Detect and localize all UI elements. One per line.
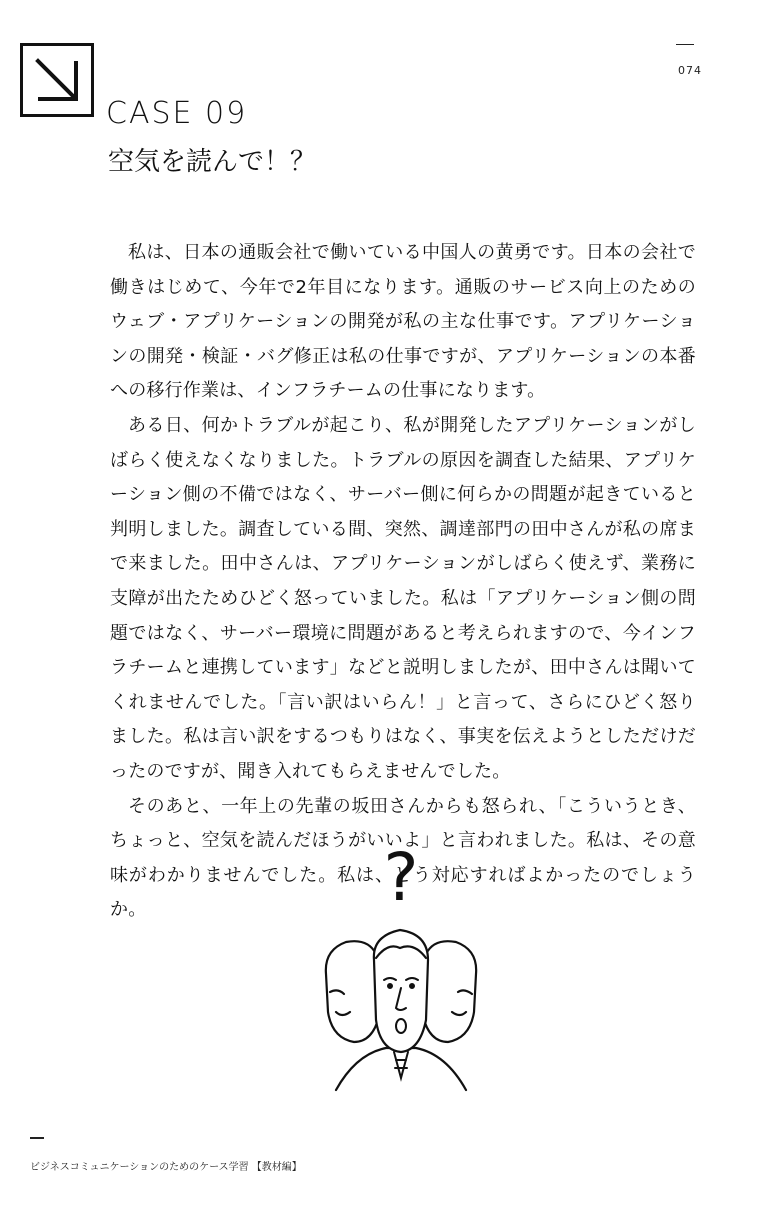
footer-rule bbox=[30, 1137, 44, 1139]
case-title: CASE 09 bbox=[106, 96, 248, 131]
confused-people-illustration bbox=[316, 842, 486, 1092]
case-subtitle: 空気を読んで！？ bbox=[108, 147, 317, 177]
paragraph: ある日、何かトラブルが起こり、私が開発したアプリケーションがしばらく使えなくなりました。トラブルの原因を調査した結果、アプリケーション側の不備ではなく、サーバー側に何らかの問題が起きていると判明しました。調査している間、突然、調達部門の田中さんが私の席まで来ました。田中さんは、アプリケーションがしばらく使えず、業務に支障が出たためひどく怒っていました。私は「アプリケーション側の問題ではなく、サーバー環境に問題があると考えられますので、今インフラチームと連携しています」などと説明しましたが、田中さんは聞いてくれませんでした。「言い訳はいらん！」と言って、さらにひどく怒りました。私は言い訳をするつもりはなく、事実を伝えようとしただけだったのですが、聞き入れてもらえませんでした。 bbox=[110, 414, 696, 782]
page-number: 074 bbox=[678, 64, 702, 77]
case-body bbox=[110, 236, 696, 928]
paragraph: そのあと、一年上の先輩の坂田さんからも怒られ、「こういうとき、ちょっと、空気を読んだほうがいいよ」と言われました。私は、その意味がわかりませんでした。私は、どう対応すればよかったのでしょうか。 bbox=[110, 795, 696, 921]
paragraph: 私は、日本の通販会社で働いている中国人の黄勇です。日本の会社で働きはじめて、今年で2年目になります。通販のサービス向上のためのウェブ・アプリケーションの開発が私の主な仕事です。アプリケーションの開発・検証・バグ修正は私の仕事ですが、アプリケーションの本番への移行作業は、インフラチームの仕事になります。 bbox=[110, 242, 696, 402]
arrow-down-right-icon bbox=[20, 43, 94, 117]
question-mark: ? bbox=[383, 842, 419, 916]
footer-text: ビジネスコミュニケーションのためのケース学習 【教材編】 bbox=[30, 1162, 302, 1173]
page-number-rule bbox=[676, 44, 694, 45]
